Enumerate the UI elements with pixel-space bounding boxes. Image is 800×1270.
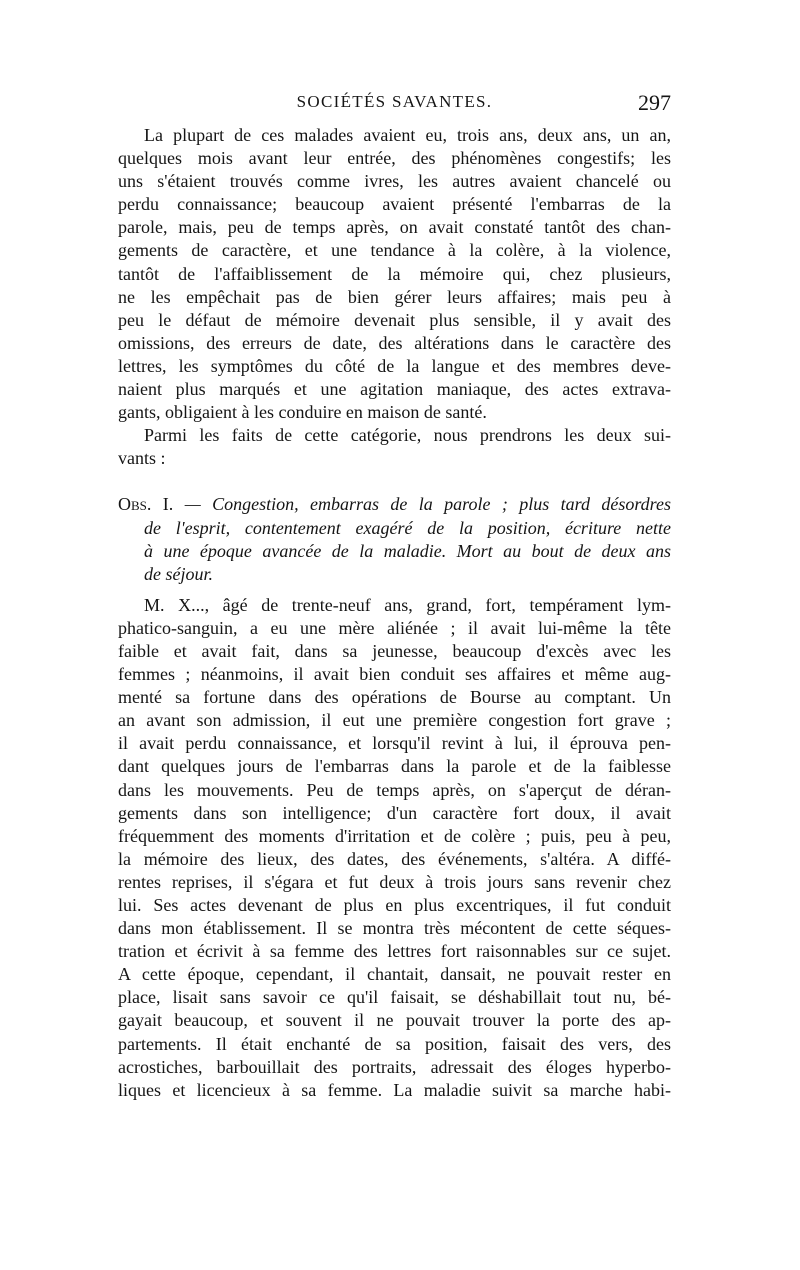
text-line: parole, mais, peu de temps après, on avait constaté tantôt des chan- [118,217,671,238]
text-line: phatico-sanguin, a eu une mère aliénée ; il avait lui-même la tête [118,617,671,638]
text-line: peu le défaut de mémoire devenait plus sensible, il y avait des [118,309,671,330]
text-line: place, lisait sans savoir ce qu'il faisait, se déshabillait tout nu, bé- [118,987,671,1008]
observation-label: Obs. I. [118,494,174,515]
text-line: il avait perdu connaissance, et lorsqu'il revint à lui, il éprouva pen- [118,733,671,754]
text-line: dant quelques jours de l'embarras dans la parole et de la faiblesse [118,756,671,777]
running-head: SOCIÉTÉS SAVANTES. [296,92,493,111]
text-line: perdu connaissance; beaucoup avaient présenté l'embarras de la [118,194,671,215]
text-line: dans les mouvements. Peu de temps après, on s'aperçut de déran- [118,779,671,800]
paragraph-2 [118,424,671,470]
text-line: uns s'étaient trouvés comme ivres, les autres avaient chancelé ou [118,171,671,192]
observation-title-line [118,493,671,516]
page-header [118,90,671,120]
text-line: A cette époque, cependant, il chantait, dansait, ne pouvait rester en [118,964,671,985]
text-line: La plupart de ces malades avaient eu, trois ans, deux ans, un an, [144,125,671,145]
text-line: gayait beaucoup, et souvent il ne pouvait trouver la porte des ap- [118,1010,671,1031]
observation-title-line: à une époque avancée de la maladie. Mort au bout de deux ans [144,540,671,561]
text-line: Parmi les faits de cette catégorie, nous prendrons les deux sui- [144,425,671,446]
paragraph-gap [118,470,671,493]
text-line: gements dans son intelligence; d'un caractère fort doux, il avait [118,802,671,823]
page-number: 297 [638,90,671,115]
text-line: ne les empêchait pas de bien gérer leurs affaires; mais peu à [118,286,671,307]
text-line: gants, obligaient à les conduire en maison de santé. [118,402,487,423]
text-line: partements. Il était enchanté de sa position, faisait des vers, des [118,1033,671,1054]
body-text [118,124,671,1102]
text-line: vants : [118,448,166,469]
text-line: naient plus marqués et une agitation maniaque, des actes extrava- [118,379,671,400]
text-line: dans mon établissement. Il se montra très mécontent de cette séques- [118,918,671,939]
text-line: la mémoire des lieux, des dates, des événements, s'altéra. A diffé- [118,848,671,869]
paragraph-1 [118,124,671,424]
text-line: lettres, les symptômes du côté de la langue et des membres deve- [118,355,671,376]
text-line: lui. Ses actes devenant de plus en plus excentriques, il fut conduit [118,895,671,915]
text-line: rentes reprises, il s'égara et fut deux à trois jours sans revenir chez [118,871,671,892]
text-line: liques et licencieux à sa femme. La maladie suivit sa marche habi- [118,1079,671,1100]
text-line: acrostiches, barbouillait des portraits, adressait des éloges hyperbo- [118,1056,671,1077]
text-line: an avant son admission, il eut une première congestion fort grave ; [118,710,671,731]
observation-title-start: — Congestion, embarras de la parole ; plus tard désordres [184,494,671,515]
observation-title-line: de séjour. [144,563,213,584]
text-line: tration et écrivit à sa femme des lettres fort raisonnables sur ce sujet. [118,941,671,962]
observation-heading [118,493,671,585]
text-line: quelques mois avant leur entrée, des phénomènes congestifs; les [118,148,671,169]
text-line: menté sa fortune dans des opérations de Bourse au comptant. Un [118,687,671,708]
text-line: fréquemment des moments d'irritation et de colère ; puis, peu à peu, [118,825,671,846]
text-line: M. X..., âgé de trente-neuf ans, grand, fort, tempérament lym- [144,594,671,615]
text-line: faible et avait fait, dans sa jeunesse, beaucoup d'excès avec les [118,640,671,661]
paragraph-3 [118,594,671,1102]
text-line: omissions, des erreurs de date, des altérations dans le caractère des [118,332,671,353]
text-line: femmes ; néanmoins, il avait bien conduit ses affaires et même aug- [118,664,671,685]
paragraph-gap [118,586,671,594]
text-line: gements de caractère, et une tendance à la colère, à la violence, [118,240,671,261]
text-line: tantôt de l'affaiblissement de la mémoire qui, chez plusieurs, [118,263,671,284]
observation-title-line: de l'esprit, contentement exagéré de la position, écriture nette [144,517,671,538]
